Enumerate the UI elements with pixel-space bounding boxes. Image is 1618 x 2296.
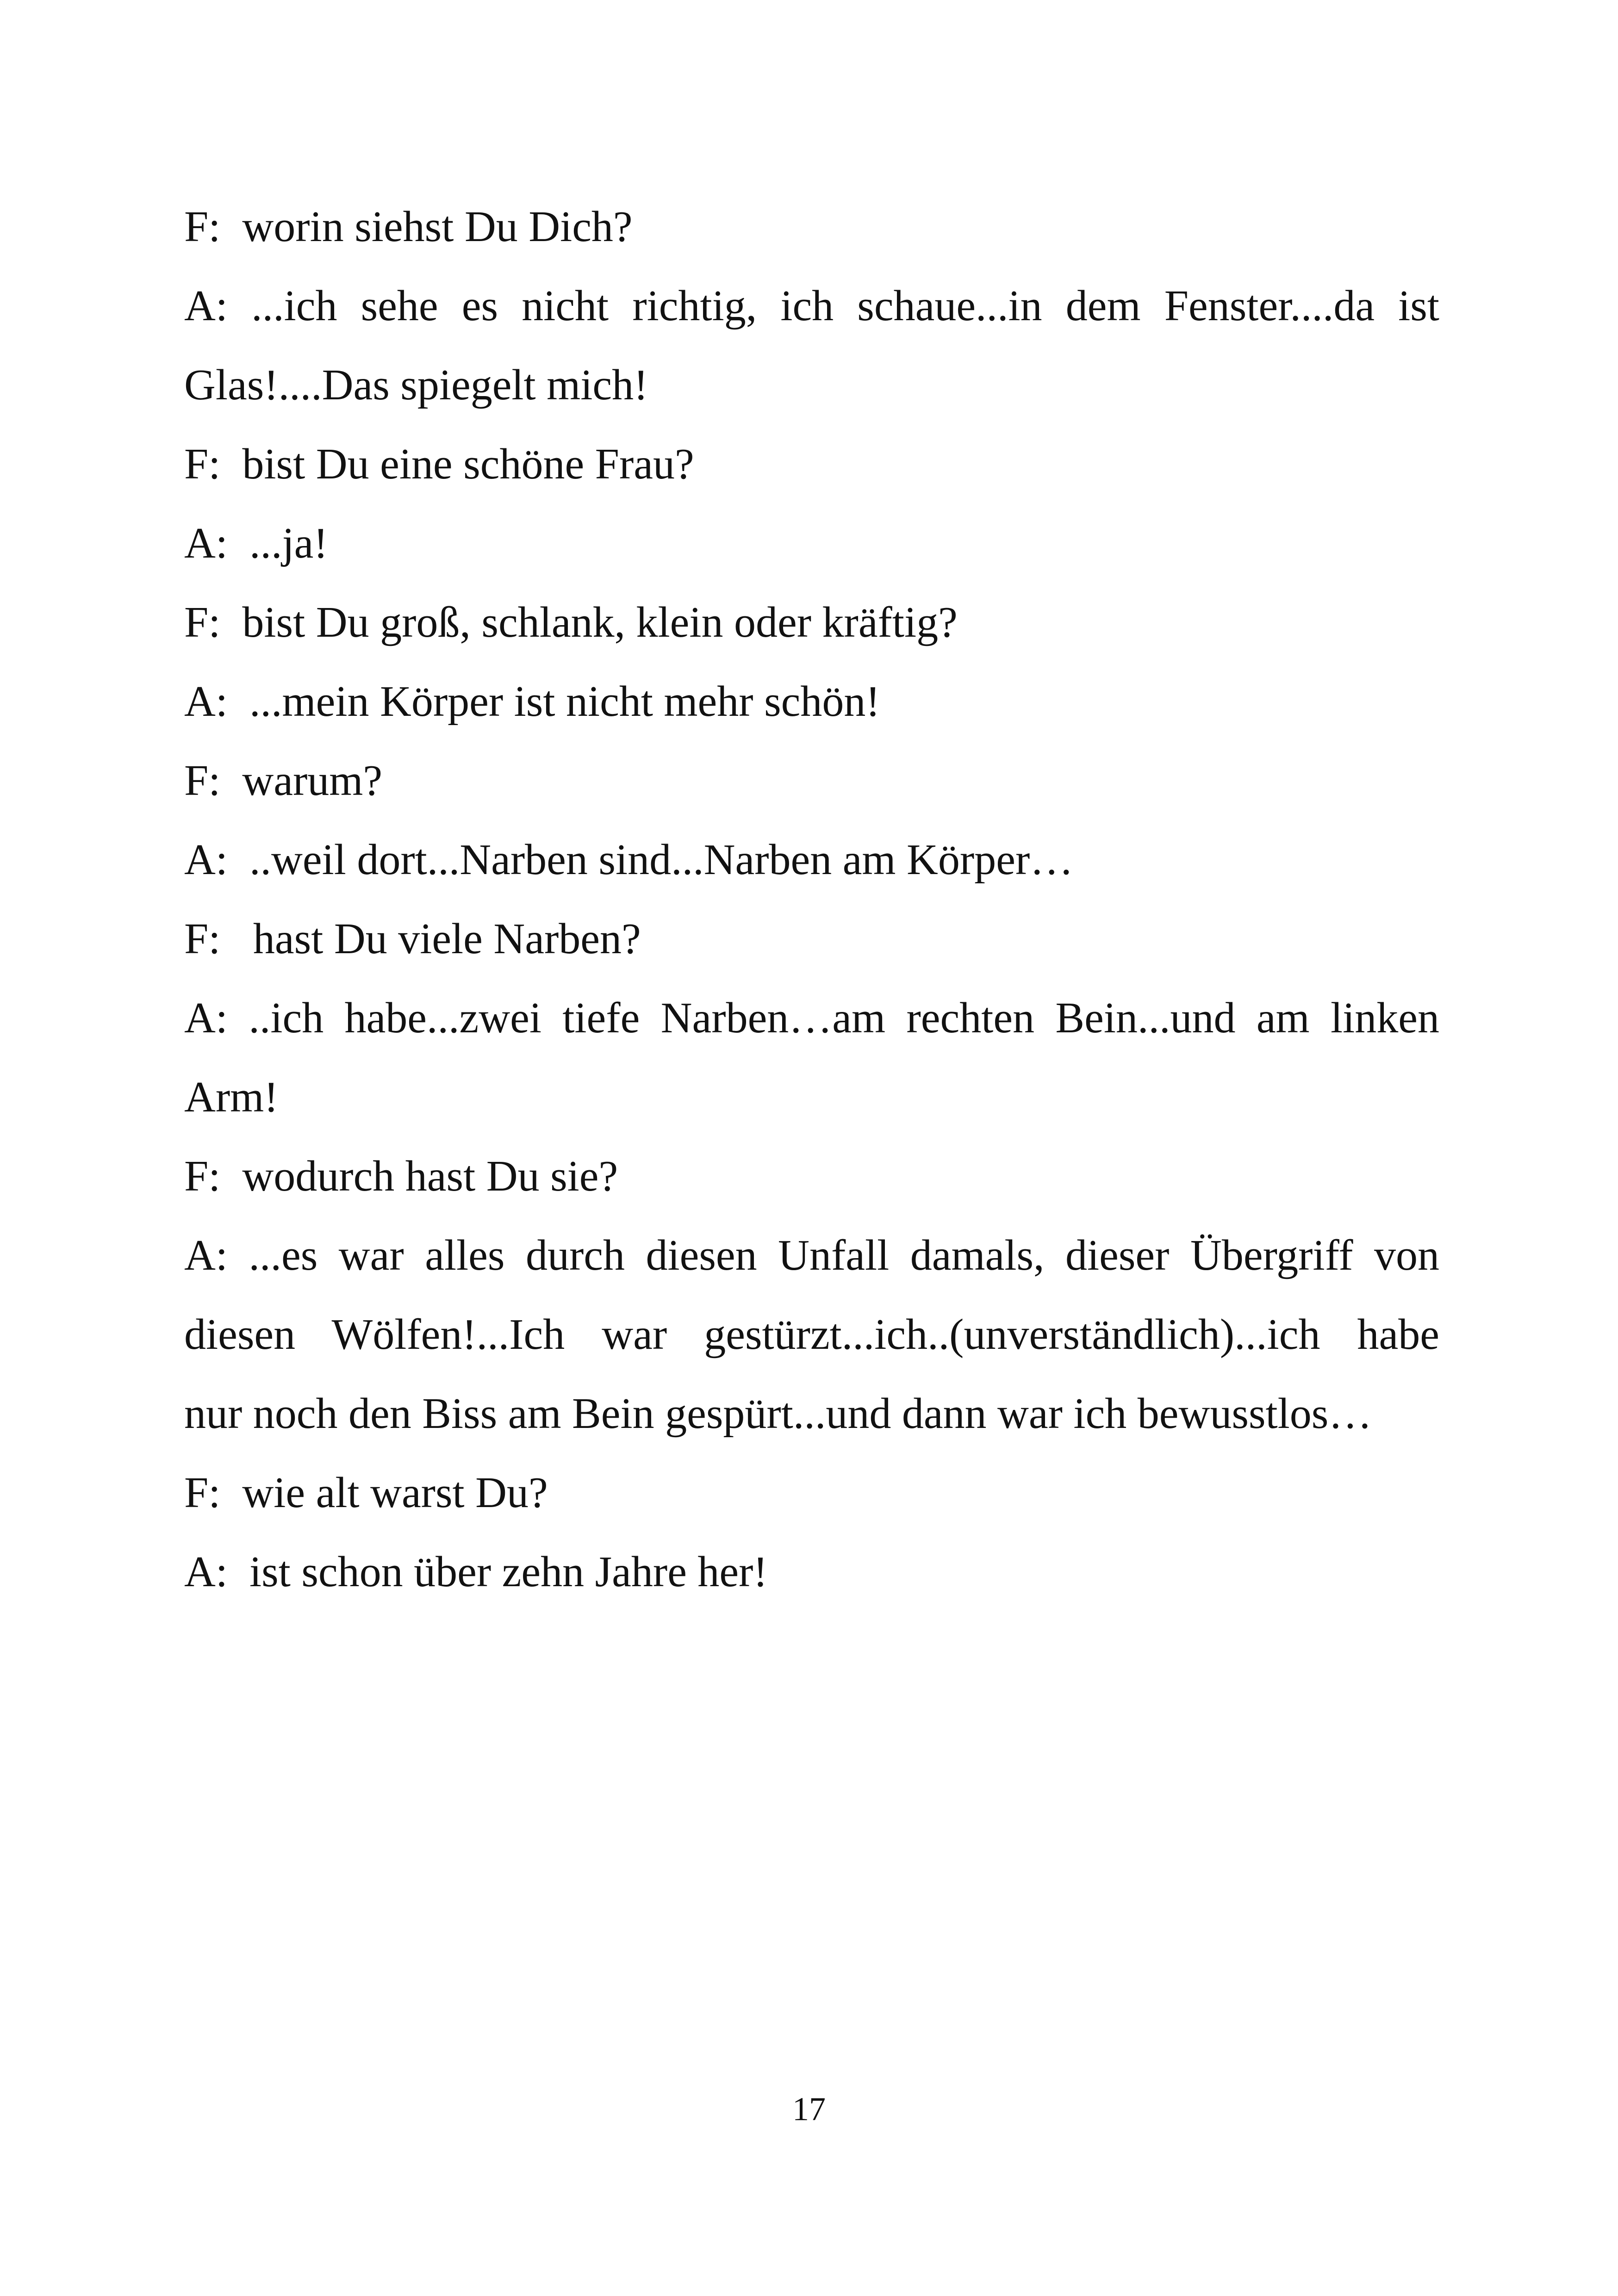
dialogue-line: A: ist schon über zehn Jahre her! bbox=[184, 1548, 768, 1596]
page-number: 17 bbox=[792, 2091, 826, 2128]
dialogue-line: F: wodurch hast Du sie? bbox=[184, 1152, 618, 1200]
dialogue-line: F: bist Du groß, schlank, klein oder kräftig? bbox=[184, 598, 958, 646]
dialogue-line: F: bist Du eine schöne Frau? bbox=[184, 440, 694, 488]
dialogue-line: A: ...ja! bbox=[184, 519, 328, 567]
dialogue-line: F: worin siehst Du Dich? bbox=[184, 203, 633, 251]
dialogue-line: F: warum? bbox=[184, 757, 383, 805]
dialogue-line: diesen Wölfen!...Ich war gestürzt...ich..(unverständlich)...ich habe bbox=[184, 1310, 1439, 1359]
dialogue-line: A: ..ich habe...zwei tiefe Narben…am rechten Bein...und am linken bbox=[184, 994, 1439, 1042]
dialogue-line: nur noch den Biss am Bein gespürt...und dann war ich bewusstlos… bbox=[184, 1390, 1372, 1438]
dialogue-line: A: ...es war alles durch diesen Unfall damals, dieser Übergriff von bbox=[184, 1231, 1439, 1279]
dialogue-transcript bbox=[184, 187, 1439, 1612]
dialogue-line: F: wie alt warst Du? bbox=[184, 1469, 548, 1517]
dialogue-line: A: ...ich sehe es nicht richtig, ich schaue...in dem Fenster....da ist bbox=[184, 282, 1439, 330]
dialogue-line: A: ...mein Körper ist nicht mehr schön! bbox=[184, 677, 880, 726]
dialogue-line: F: hast Du viele Narben? bbox=[184, 915, 641, 963]
dialogue-line: A: ..weil dort...Narben sind...Narben am Körper… bbox=[184, 836, 1074, 884]
dialogue-line: Arm! bbox=[184, 1073, 279, 1121]
dialogue-line: Glas!....Das spiegelt mich! bbox=[184, 361, 648, 409]
